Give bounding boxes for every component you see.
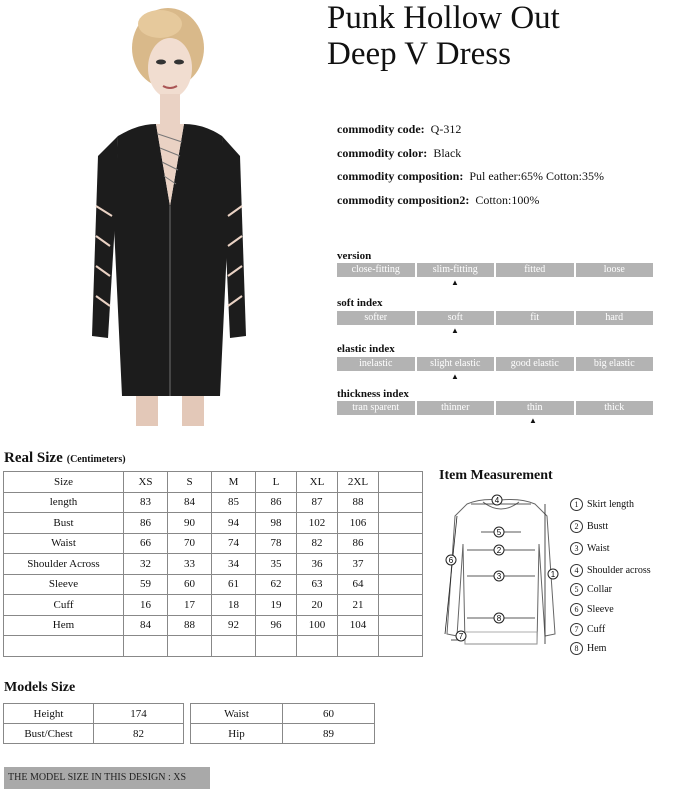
- legend-number: 4: [570, 564, 583, 577]
- legend-number: 1: [570, 498, 583, 511]
- size-table: [3, 471, 423, 657]
- legend-number: 5: [570, 583, 583, 596]
- legend-number: 7: [570, 623, 583, 636]
- spec-code: commodity code: Q-312: [337, 122, 462, 136]
- models-table-left: [3, 703, 184, 744]
- scale-soft: [337, 311, 653, 325]
- legend-item: 1 Skirt length: [570, 498, 634, 511]
- scale-option: soft: [417, 311, 495, 325]
- table-row: [4, 636, 423, 657]
- table-row: Bust/Chest 82: [4, 724, 184, 744]
- scale-elastic: [337, 357, 653, 371]
- model-photo: [88, 6, 250, 426]
- legend-item: 4 Shoulder across: [570, 564, 651, 577]
- models-size-title: Models Size: [4, 680, 76, 695]
- spec-color: commodity color: Black: [337, 146, 462, 160]
- garment-diagram: [437, 494, 565, 659]
- scale-option: softer: [337, 311, 415, 325]
- soft-marker-icon: ▲: [451, 326, 459, 335]
- scale-option: big elastic: [576, 357, 654, 371]
- legend-number: 2: [570, 520, 583, 533]
- real-size-title: Real Size (Centimeters): [4, 450, 126, 466]
- spec-composition: commodity composition: Pul eather:65% Cotton:35%: [337, 169, 604, 183]
- scale-thickness: [337, 401, 653, 415]
- version-marker-icon: ▲: [451, 278, 459, 287]
- scale-option: tran sparent: [337, 401, 415, 415]
- scale-option: thinner: [417, 401, 495, 415]
- table-row: Shoulder Across 32 33 34 35 36 37: [4, 554, 423, 575]
- table-row: length 83 84 85 86 87 88: [4, 492, 423, 513]
- item-measurement-title: Item Measurement: [439, 468, 553, 483]
- spec-composition2: commodity composition2: Cotton:100%: [337, 193, 540, 207]
- thickness-marker-icon: ▲: [529, 416, 537, 425]
- model-size-note: THE MODEL SIZE IN THIS DESIGN : XS: [4, 767, 210, 789]
- models-table-right: [190, 703, 375, 744]
- title-line-2: Deep V Dress: [327, 36, 511, 72]
- scale-option: good elastic: [496, 357, 574, 371]
- svg-text:3: 3: [496, 572, 502, 581]
- legend-item: 5 Collar: [570, 583, 612, 596]
- scale-option: thick: [576, 401, 654, 415]
- legend-number: 6: [570, 603, 583, 616]
- legend-item: 6 Sleeve: [570, 603, 614, 616]
- scale-option: loose: [576, 263, 654, 277]
- svg-text:5: 5: [496, 528, 502, 537]
- scale-label-soft: soft index: [337, 297, 383, 309]
- svg-text:8: 8: [496, 614, 502, 623]
- scale-label-thickness: thickness index: [337, 388, 409, 400]
- legend-item: 7 Cuff: [570, 623, 605, 636]
- scale-option: hard: [576, 311, 654, 325]
- scale-version: [337, 263, 653, 277]
- table-row: Height 174: [4, 704, 184, 724]
- elastic-marker-icon: ▲: [451, 372, 459, 381]
- title-line-1: Punk Hollow Out: [327, 0, 560, 36]
- svg-text:2: 2: [496, 546, 502, 555]
- table-header-row: Size XS S M L XL 2XL: [4, 472, 423, 493]
- legend-item: 2 Bustt: [570, 520, 608, 533]
- scale-option: slim-fitting: [417, 263, 495, 277]
- scale-option: fit: [496, 311, 574, 325]
- scale-option: slight elastic: [417, 357, 495, 371]
- table-row: Hem 84 88 92 96 100 104: [4, 615, 423, 636]
- scale-option: fitted: [496, 263, 574, 277]
- scale-label-version: version: [337, 250, 372, 262]
- svg-text:7: 7: [458, 632, 464, 641]
- svg-text:6: 6: [448, 556, 454, 565]
- scale-label-elastic: elastic index: [337, 343, 395, 355]
- table-row: Hip 89: [191, 724, 375, 744]
- table-row: Waist 66 70 74 78 82 86: [4, 533, 423, 554]
- scale-option: thin: [496, 401, 574, 415]
- legend-number: 3: [570, 542, 583, 555]
- svg-text:4: 4: [494, 496, 500, 505]
- scale-option: inelastic: [337, 357, 415, 371]
- product-title: [327, 0, 667, 72]
- legend-item: 3 Waist: [570, 542, 610, 555]
- table-row: Sleeve 59 60 61 62 63 64: [4, 574, 423, 595]
- svg-text:1: 1: [550, 570, 556, 579]
- table-row: Waist 60: [191, 704, 375, 724]
- table-row: Bust 86 90 94 98 102 106: [4, 513, 423, 534]
- scale-option: close-fitting: [337, 263, 415, 277]
- table-row: Cuff 16 17 18 19 20 21: [4, 595, 423, 616]
- legend-number: 8: [570, 642, 583, 655]
- legend-item: 8 Hem: [570, 642, 606, 655]
